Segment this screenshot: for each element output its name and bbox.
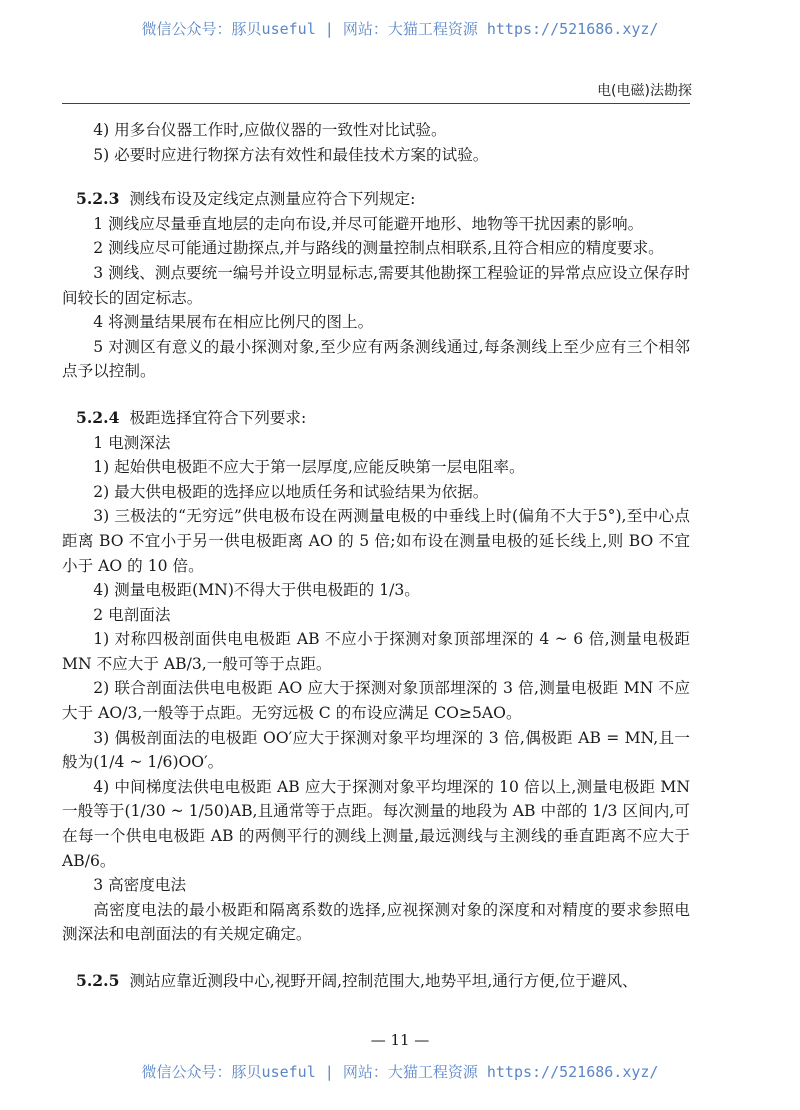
paragraph: 3 测线、测点要统一编号并设立明显标志,需要其他勘探工程验证的异常点应设立保存时间较长的固定标志。 xyxy=(62,263,690,307)
paragraph: 5) 必要时应进行物探方法有效性和最佳技术方案的试验。 xyxy=(93,145,489,164)
watermark-bottom: 微信公众号：豚贝useful | 网站：大猫工程资源 https://521686.xyz/ xyxy=(141,1063,659,1081)
watermark-top: 微信公众号：豚贝useful | 网站：大猫工程资源 https://521686.xyz/ xyxy=(141,20,659,38)
header-rule xyxy=(62,103,690,104)
paragraph: 3) 三极法的“无穷远”供电极布设在两测量电极的中垂线上时(偏角不大于5°),至中心点距离 BO 不宜小于另一供电极距离 AO 的 5 倍;如布设在测量电极的延长线上,则 BO 不宜小于 AO 的 10 倍。 xyxy=(62,507,690,575)
paragraph: 4 将测量结果展布在相应比例尺的图上。 xyxy=(93,313,374,332)
section-5-2-3 xyxy=(62,187,690,212)
section-text: 测线布设及定线定点测量应符合下列规定: xyxy=(129,190,416,209)
page-body xyxy=(62,118,690,994)
paragraph: 2 测线应尽可能通过勘探点,并与路线的测量控制点相联系,且符合相应的精度要求。 xyxy=(93,239,664,258)
paragraph: 3) 偶极剖面法的电极距 OO′应大于探测对象平均埋深的 3 倍,偶极距 AB = MN,且一般为(1/4 ~ 1/6)OO′。 xyxy=(62,728,690,772)
paragraph: 1) 对称四极剖面供电电极距 AB 不应小于探测对象顶部埋深的 4 ~ 6 倍,测量电极距 MN 不应大于 AB/3,一般可等于点距。 xyxy=(62,630,690,673)
paragraph: 高密度电法的最小极距和隔离系数的选择,应视探测对象的深度和对精度的要求参照电测深法和电剖面法的有关规定确定。 xyxy=(62,900,690,944)
running-header: 电(电磁)法勘探 xyxy=(597,83,692,99)
section-number: 5.2.3 xyxy=(76,189,120,209)
paragraph: 4) 测量电极距(MN)不得大于供电极距的 1/3。 xyxy=(93,581,420,600)
subheading: 3 高密度电法 xyxy=(93,876,187,895)
section-number: 5.2.5 xyxy=(76,971,120,990)
paragraph: 1) 起始供电极距不应大于第一层厚度,应能反映第一层电阻率。 xyxy=(93,458,525,477)
section-number: 5.2.4 xyxy=(76,407,120,427)
paragraph: 2) 最大供电极距的选择应以地质任务和试验结果为依据。 xyxy=(93,482,489,501)
paragraph: 2) 联合剖面法供电电极距 AO 应大于探测对象顶部埋深的 3 倍,测量电极距 MN 不应大于 AO/3,一般等于点距。无穷远极 C 的布设应满足 CO≥5AO。 xyxy=(62,679,690,723)
paragraph: 1 测线应尽量垂直地层的走向布设,并尽可能避开地形、地物等干扰因素的影响。 xyxy=(93,214,644,233)
subheading: 1 电测深法 xyxy=(93,433,171,452)
section-text: 测站应靠近测段中心,视野开阔,控制范围大,地势平坦,通行方便,位于避风、 xyxy=(129,972,638,990)
section-5-2-4 xyxy=(62,406,690,431)
paragraph: 4) 用多台仪器工作时,应做仪器的一致性对比试验。 xyxy=(93,121,447,139)
page-number: — 11 — xyxy=(370,1031,430,1049)
paragraph: 5 对测区有意义的最小探测对象,至少应有两条测线通过,每条测线上至少应有三个相邻点予以控制。 xyxy=(62,337,690,381)
subheading: 2 电剖面法 xyxy=(93,605,171,624)
paragraph: 4) 中间梯度法供电电极距 AB 应大于探测对象平均埋深的 10 倍以上,测量电极距 MN 一般等于(1/30 ~ 1/50)AB,且通常等于点距。每次测量的地段为 AB 中部的 1/3 区间内,可在每一个供电电极距 AB 的两侧平行的测线上测量,最远测线与主测线的垂直距离不应大于 AB/6。 xyxy=(62,777,690,870)
section-text: 极距选择宜符合下列要求: xyxy=(129,408,307,427)
section-5-2-5 xyxy=(62,969,690,994)
